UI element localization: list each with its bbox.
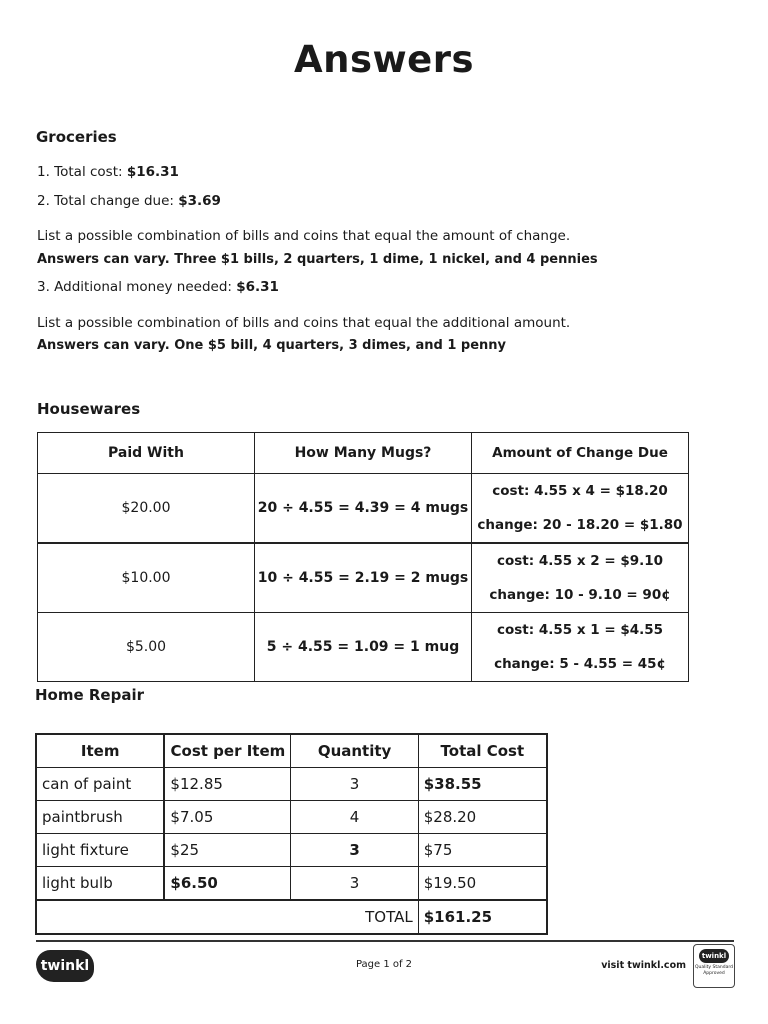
total-cell: $19.50 — [418, 867, 547, 901]
paid-with-cell: $20.00 — [38, 474, 255, 544]
footer-divider — [36, 940, 734, 942]
q2-value: $3.69 — [178, 193, 221, 209]
item-cell: light bulb — [36, 867, 164, 901]
home-repair-table — [35, 733, 548, 935]
column-header: Item — [36, 734, 164, 768]
q1-value: $16.31 — [126, 164, 179, 180]
column-header: Quantity — [291, 734, 418, 768]
column-header: Cost per Item — [164, 734, 291, 768]
home-repair-heading: Home Repair — [35, 686, 145, 704]
q3-label: 3. Additional money needed: — [37, 279, 237, 295]
column-header: Paid With — [38, 433, 255, 474]
total-cell: $75 — [418, 834, 547, 867]
page-number: Page 1 of 2 — [355, 959, 413, 970]
total-label: TOTAL — [36, 900, 418, 934]
item-cell: light fixture — [36, 834, 164, 867]
table-row — [38, 474, 689, 544]
column-header: How Many Mugs? — [255, 433, 472, 474]
groceries-prompt-2: List a possible combination of bills and coins that equal the additional amount. — [37, 315, 571, 331]
table-row — [36, 834, 547, 867]
column-header: Total Cost — [418, 734, 547, 768]
total-row — [36, 900, 547, 934]
quantity-cell: 3 — [291, 834, 418, 867]
table-header-row — [38, 433, 689, 474]
cost-cell: $7.05 — [164, 801, 291, 834]
change-cell — [472, 543, 689, 613]
table-row — [36, 801, 547, 834]
change-line: change: 10 - 9.10 = 90¢ — [489, 587, 671, 603]
change-line: change: 5 - 4.55 = 45¢ — [494, 656, 666, 672]
table-row — [36, 768, 547, 801]
q1-label: 1. Total cost: — [37, 164, 127, 180]
groceries-q3 — [37, 279, 279, 295]
twinkl-logo: twinkl — [36, 950, 94, 982]
groceries-prompt-1: List a possible combination of bills and coins that equal the amount of change. — [37, 228, 571, 244]
item-cell: can of paint — [36, 768, 164, 801]
table-row — [38, 543, 689, 613]
q2-label: 2. Total change due: — [37, 193, 179, 209]
change-cell — [472, 474, 689, 544]
quantity-cell: 4 — [291, 801, 418, 834]
cost-cell: $12.85 — [164, 768, 291, 801]
cost-cell: $25 — [164, 834, 291, 867]
groceries-answer-2: Answers can vary. One $5 bill, 4 quarters, 3 dimes, and 1 penny — [37, 338, 507, 353]
mugs-cell: 20 ÷ 4.55 = 4.39 = 4 mugs — [255, 474, 472, 544]
change-line: change: 20 - 18.20 = $1.80 — [477, 517, 683, 533]
total-cell: $38.55 — [418, 768, 547, 801]
column-header: Amount of Change Due — [472, 433, 689, 474]
quantity-cell: 3 — [291, 768, 418, 801]
groceries-q2 — [37, 193, 221, 209]
table-row — [36, 867, 547, 901]
table-row — [38, 613, 689, 682]
cost-line: cost: 4.55 x 2 = $9.10 — [496, 553, 664, 569]
badge-logo: twinkl — [699, 949, 729, 963]
total-cell: $28.20 — [418, 801, 547, 834]
table-header-row — [36, 734, 547, 768]
cost-line: cost: 4.55 x 1 = $4.55 — [496, 622, 664, 638]
groceries-heading: Groceries — [36, 128, 117, 146]
groceries-q1 — [37, 164, 179, 180]
quality-badge — [693, 944, 735, 988]
q3-value: $6.31 — [236, 279, 279, 295]
cost-line: cost: 4.55 x 4 = $18.20 — [492, 483, 668, 499]
groceries-answer-1: Answers can vary. Three $1 bills, 2 quarters, 1 dime, 1 nickel, and 4 pennies — [37, 252, 598, 267]
total-value: $161.25 — [418, 900, 547, 934]
item-cell: paintbrush — [36, 801, 164, 834]
housewares-heading: Housewares — [37, 400, 141, 418]
change-cell — [472, 613, 689, 682]
housewares-table — [37, 432, 689, 682]
mugs-cell: 5 ÷ 4.55 = 1.09 = 1 mug — [255, 613, 472, 682]
mugs-cell: 10 ÷ 4.55 = 2.19 = 2 mugs — [255, 543, 472, 613]
quantity-cell: 3 — [291, 867, 418, 901]
cost-cell: $6.50 — [164, 867, 291, 901]
paid-with-cell: $10.00 — [38, 543, 255, 613]
page-title: Answers — [293, 38, 475, 81]
visit-link[interactable]: visit twinkl.com — [601, 960, 686, 971]
paid-with-cell: $5.00 — [38, 613, 255, 682]
badge-text: Quality Standard Approved — [695, 965, 733, 976]
